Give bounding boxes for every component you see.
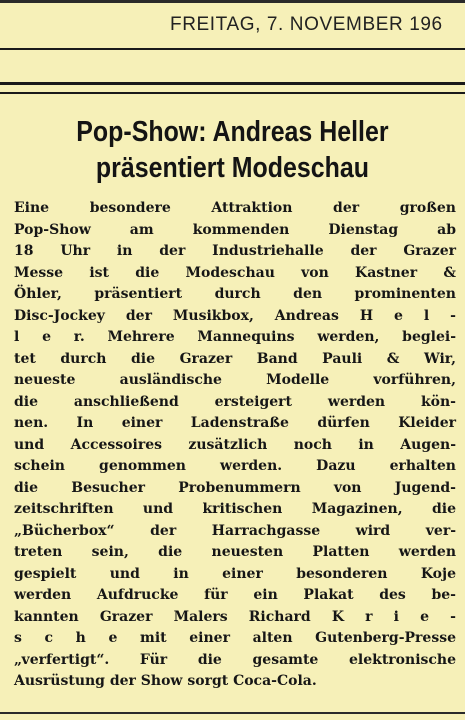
section-rule-thick bbox=[0, 82, 465, 85]
article-body bbox=[14, 198, 456, 693]
article-body-line: „Bücherbox“ der Harrachgasse wird ver- bbox=[14, 522, 456, 539]
article-body-line: treten sein, die neuesten Platten werden bbox=[14, 544, 456, 560]
article-body-line: kannten Grazer Malers Richard K r i e - bbox=[14, 608, 456, 625]
bottom-rule bbox=[0, 712, 465, 714]
article-body-line: gespielt und in einer besonderen Koje bbox=[14, 565, 456, 582]
top-edge-rule bbox=[0, 0, 465, 3]
article-body-line: Ausrüstung der Show sorgt Coca-Cola. bbox=[14, 673, 317, 689]
article-body-line: nen. In einer Ladenstraße dürfen Kleider bbox=[14, 415, 456, 431]
article-body-line: tet durch die Grazer Band Pauli & Wir, bbox=[14, 350, 456, 367]
article-body-line: die anschließend ersteigert werden kön- bbox=[14, 393, 456, 410]
article-body-line: Eine besondere Attraktion der großen bbox=[14, 200, 456, 216]
article-body-line: werden Aufdrucke für ein Plakat des be- bbox=[14, 587, 456, 603]
article-body-line: zeitschriften und kritischen Magazinen, die bbox=[14, 501, 456, 517]
article-body-line: die Besucher Probenummern von Jugend- bbox=[14, 479, 456, 496]
headline-line-2: präsentiert Modeschau bbox=[95, 152, 369, 184]
article-body-line: 18 Uhr in der Industriehalle der Grazer bbox=[14, 243, 456, 259]
article-body-line: s c h e mit einer alten Gutenberg-Presse bbox=[14, 630, 456, 646]
article-body-line: Öhler, präsentiert durch den prominenten bbox=[14, 286, 456, 302]
article-body-line: und Accessoires zusätzlich noch in Augen- bbox=[14, 436, 456, 453]
header-rule bbox=[0, 48, 465, 50]
article-body-line: l e r. Mehrere Mannequins werden, beglei- bbox=[14, 329, 456, 345]
article-body-line: „verfertigt“. Für die gesamte elektronische bbox=[14, 651, 456, 668]
dateline: FREITAG, 7. NOVEMBER 196 bbox=[170, 14, 443, 35]
article-body-line: neueste ausländische Modelle vorführen, bbox=[14, 372, 456, 388]
article-body-line: Messe ist die Modeschau von Kastner & bbox=[14, 264, 456, 281]
section-rule-thin bbox=[0, 92, 465, 94]
article-body-line: Pop-Show am kommenden Dienstag ab bbox=[14, 221, 456, 238]
article-body-line: Disc-Jockey der Musikbox, Andreas H e l - bbox=[14, 307, 456, 324]
headline-line-1: Pop-Show: Andreas Heller bbox=[76, 116, 389, 148]
article-body-line: schein genommen werden. Dazu erhalten bbox=[14, 458, 456, 474]
article-headline bbox=[32, 114, 432, 186]
